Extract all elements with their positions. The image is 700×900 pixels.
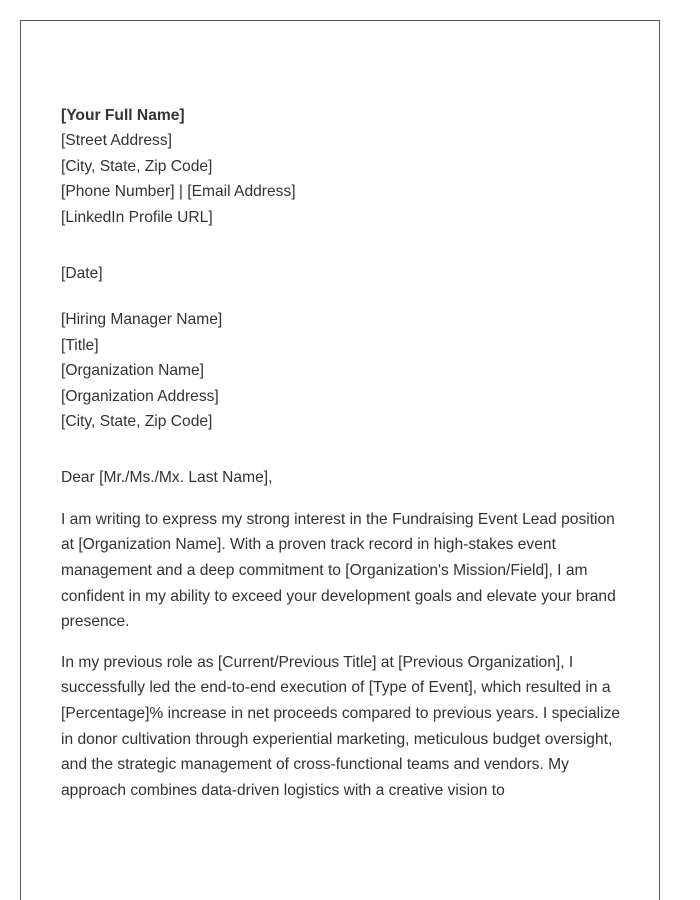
recipient-title: [Title] — [61, 336, 99, 354]
letter-content — [61, 103, 627, 803]
sender-linkedin: [LinkedIn Profile URL] — [61, 208, 213, 226]
recipient-manager-name: [Hiring Manager Name] — [61, 311, 223, 329]
letter-page — [20, 20, 660, 900]
recipient-block — [61, 307, 627, 434]
sender-street: [Street Address] — [61, 132, 172, 150]
letter-date: [Date] — [61, 265, 103, 283]
sender-block — [61, 103, 627, 230]
sender-city-state-zip: [City, State, Zip Code] — [61, 157, 213, 175]
page-cutoff — [21, 803, 660, 900]
recipient-organization-name: [Organization Name] — [61, 362, 205, 380]
recipient-city-state-zip: [City, State, Zip Code] — [61, 413, 213, 431]
sender-name: [Your Full Name] — [61, 107, 185, 124]
body-paragraph-1: I am writing to express my strong interest in the Fundraising Event Lead position at [Organization Name]. With a proven track record in high-stakes event management and a deep commitment to [Organization's Mission/Field], I am confident in my ability to exceed your development goals and elevate your brand presence. — [61, 510, 616, 631]
recipient-organization-address: [Organization Address] — [61, 387, 219, 405]
salutation: Dear [Mr./Ms./Mx. Last Name], — [61, 469, 273, 487]
sender-phone-email: [Phone Number] | [Email Address] — [61, 183, 296, 201]
body-paragraph-2: In my previous role as [Current/Previous Title] at [Previous Organization], I successfully led the end-to-end execution of [Type of Event], which resulted in a [Percentage]% increase in net proceeds compared to previous years. I specialize in donor cultivation through experiential marketing, meticulous budget oversight, and the strategic management of cross-functional teams and vendors. My approach combines data-driven logistics with a creative vision to — [61, 653, 621, 799]
